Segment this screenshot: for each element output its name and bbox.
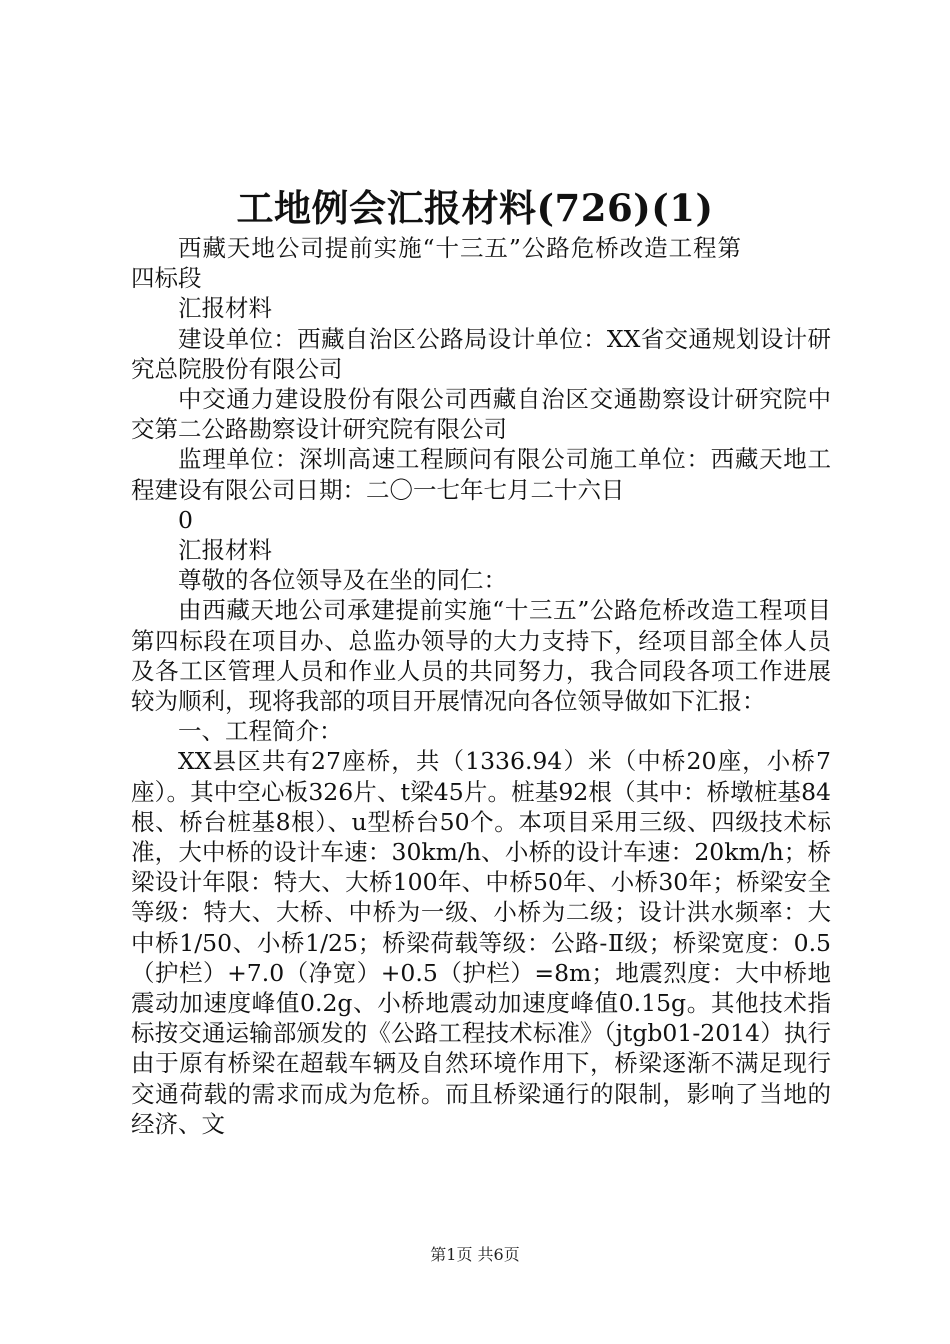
section-heading-overview: 一、工程简介： — [178, 717, 343, 746]
document-body — [131, 233, 831, 1139]
paragraph-report-heading: 汇报材料 — [178, 536, 272, 565]
paragraph-page-zero: 0 — [178, 505, 193, 534]
paragraph-construction-unit: 建设单位：西藏自治区公路局设计单位：XX省交通规划设计研究总院股份有限公司 — [131, 324, 831, 383]
document-title: 工地例会汇报材料(726)(1) — [236, 186, 714, 230]
paragraph-design-units: 中交通力建设股份有限公司西藏自治区交通勘察设计研究院中交第二公路勘察设计研究院有限公司 — [131, 385, 831, 444]
paragraph-report-label: 汇报材料 — [178, 294, 272, 323]
paragraph-overview: XX县区共有27座桥，共（1336.94）米（中桥20座，小桥7座）。其中空心板326片、t梁45片。桩基92根（其中：桥墩桩基84根、桥台桩基8根）、u型桥台50个。本项目采用三级、四级技术标准，大中桥的设计车速：30km/h、小桥的设计车速：20km/h；桥梁设计年限：特大、大桥100年、中桥50年、小桥30年；桥梁安全等级：特大、大桥、中桥为一级、小桥为二级；设计洪水频率：大中桥1/50、小桥1/25；桥梁荷载等级：公路-Ⅱ级；桥梁宽度：0.5（护栏）+7.0（净宽）+0.5（护栏）=8m；地震烈度：大中桥地震动加速度峰值0.2g、小桥地震动加速度峰值0.15g。其他技术指标按交通运输部颁发的《公路工程技术标准》（jtgb01-2014）执行由于原有桥梁在超载车辆及自然环境作用下，桥梁逐渐不满足现行交通荷载的需求而成为危桥。而且桥梁通行的限制，影响了当地的经济、文 — [131, 747, 831, 1138]
page-footer: 第1页 共6页 — [430, 1245, 520, 1264]
paragraph-introduction: 由西藏天地公司承建提前实施“十三五”公路危桥改造工程项目第四标段在项目办、总监办领导的大力支持下，经项目部全体人员及各工区管理人员和作业人员的共同努力，我合同段各项工作进展较为顺利，现将我部的项目开展情况向各位领导做如下汇报： — [131, 596, 831, 716]
paragraph-project-name: 西藏天地公司提前实施“十三五”公路危桥改造工程第四标段 — [131, 234, 741, 293]
paragraph-supervision-unit: 监理单位：深圳高速工程顾问有限公司施工单位：西藏天地工程建设有限公司日期：二〇一七年七月二十六日 — [131, 445, 831, 504]
paragraph-salutation: 尊敬的各位领导及在坐的同仁： — [178, 566, 507, 595]
